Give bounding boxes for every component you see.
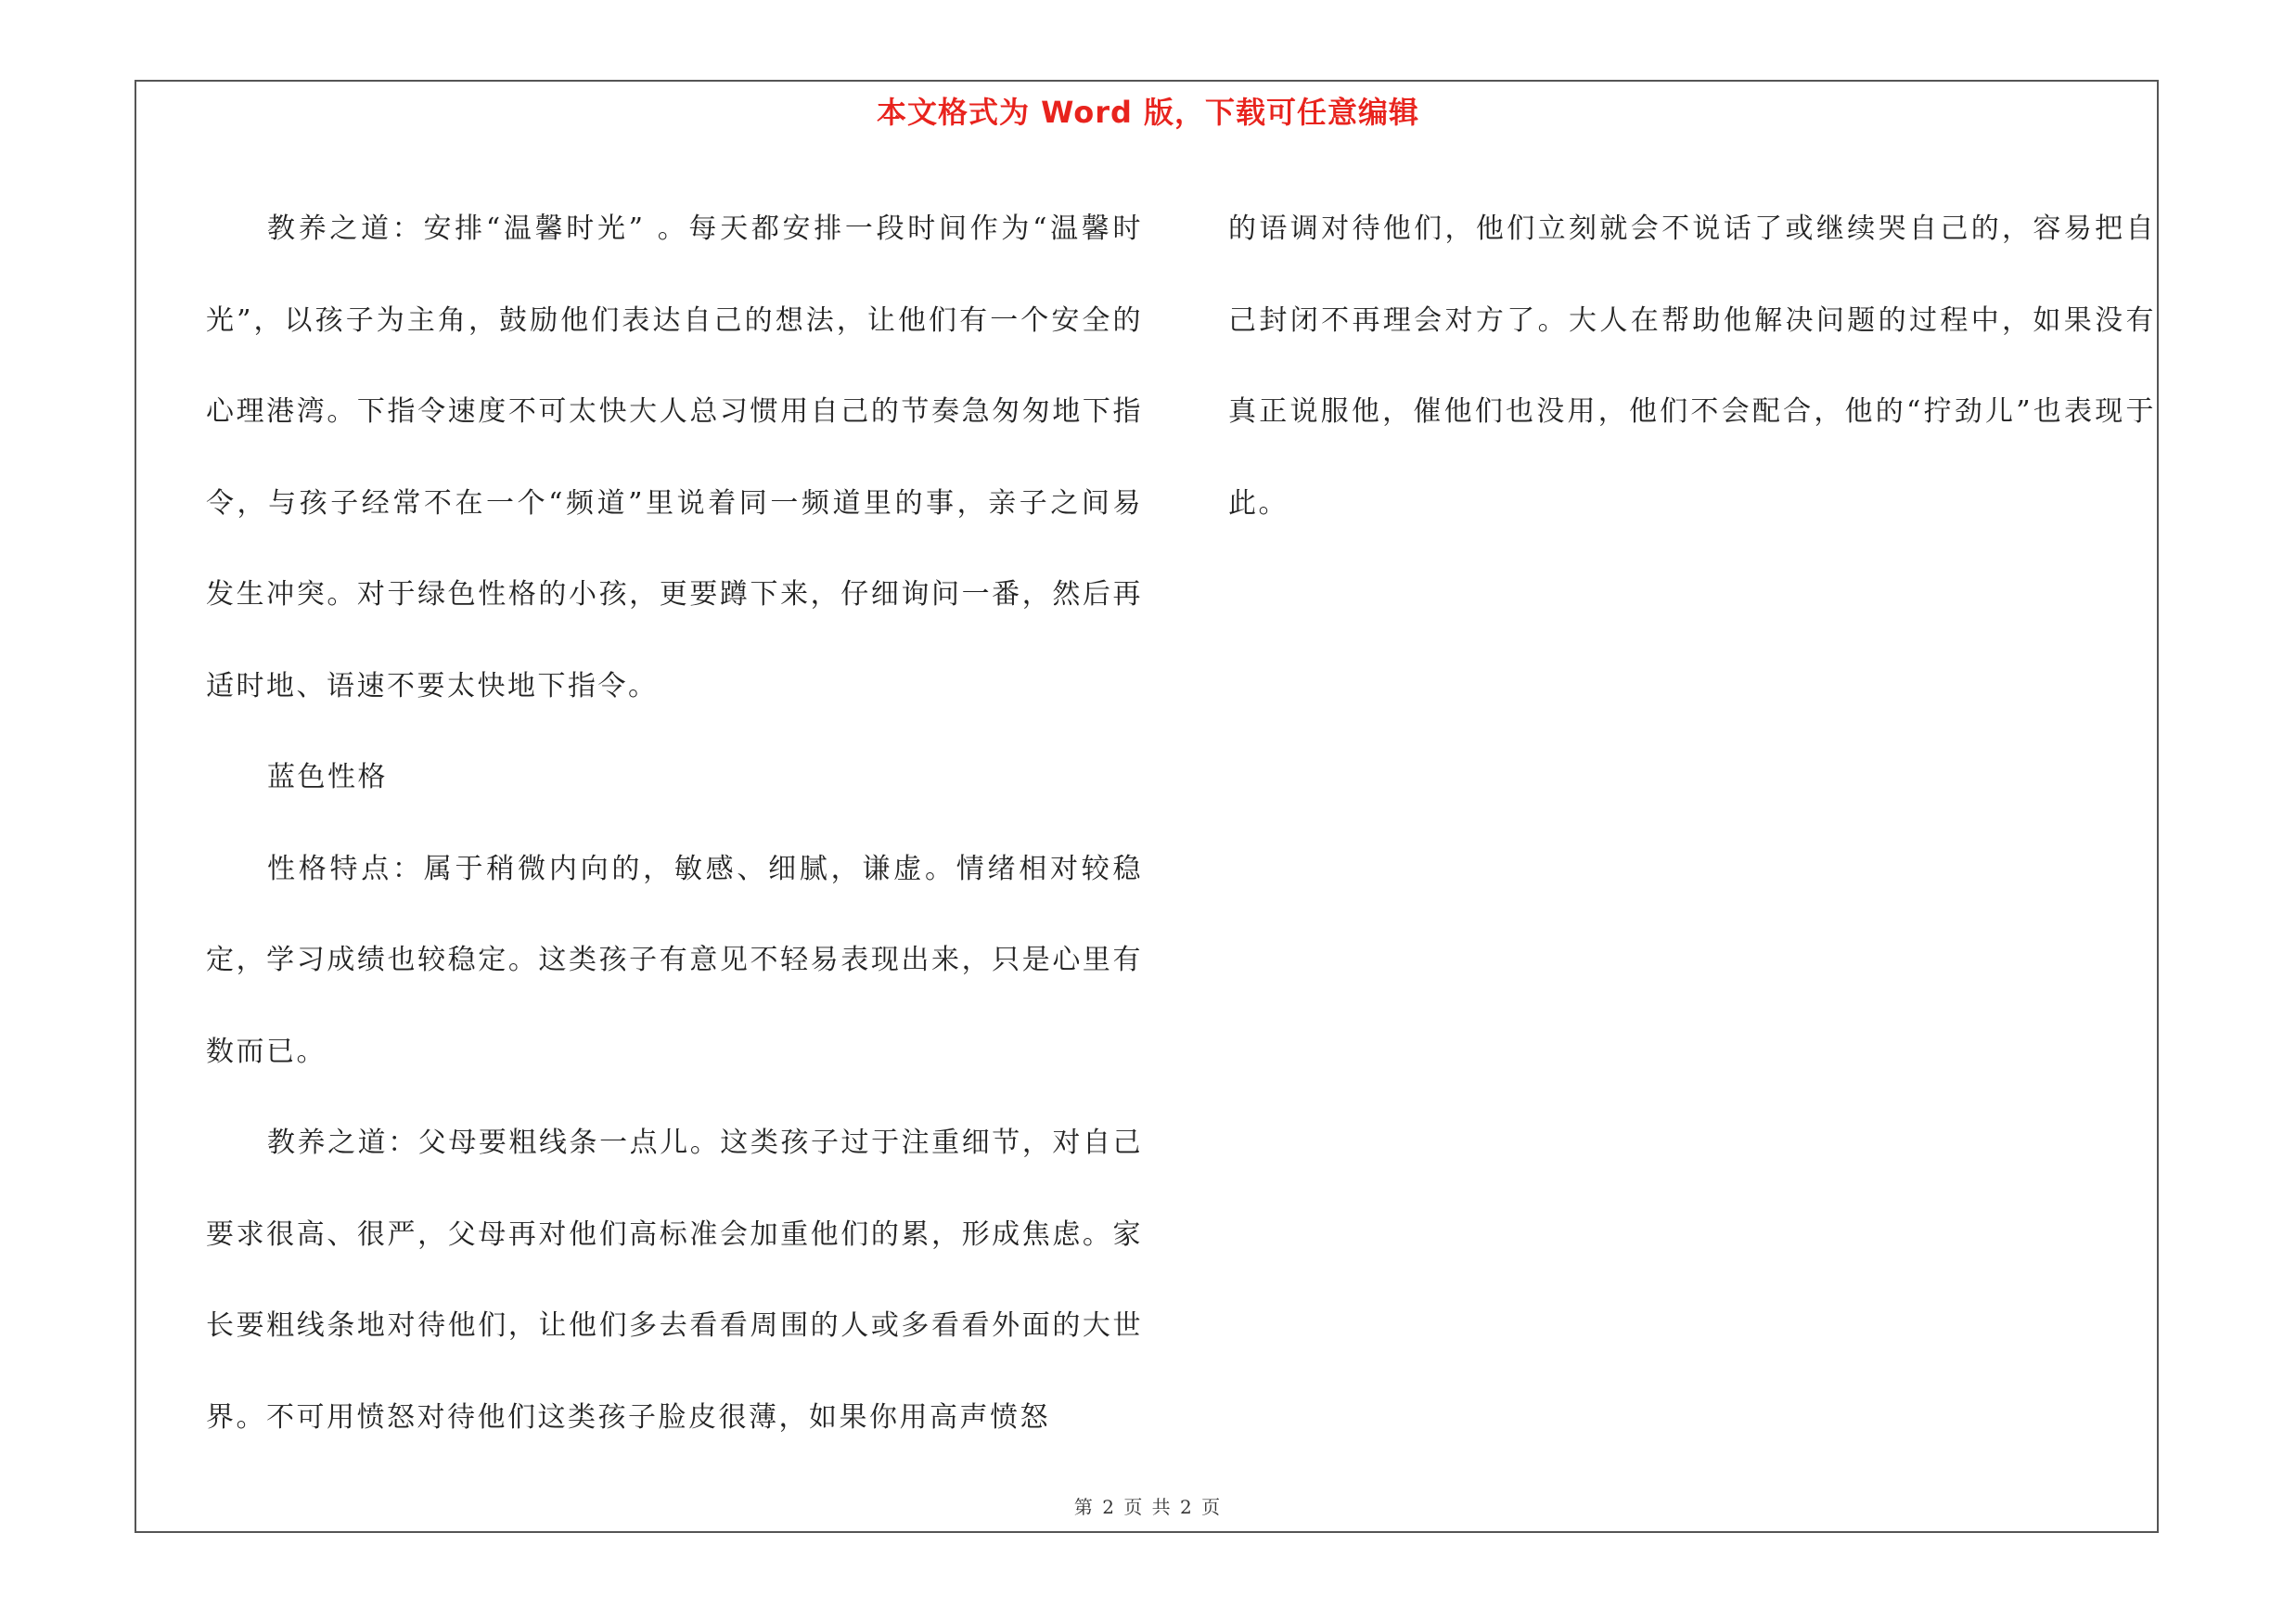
page-indicator: 第 2 页 共 2 页 xyxy=(1073,1496,1223,1518)
left-column xyxy=(206,184,1143,1463)
paragraph-nurture-warm-time: 教养之道：安排“温馨时光” 。每天都安排一段时间作为“温馨时光”，以孩子为主角，鼓励他们表达自己的想法，让他们有一个安全的心理港湾。下指令速度不可太快大人总习惯用自己的节奏急匆匆地下指令，与孩子经常不在一个“频道”里说着同一频道里的事，亲子之间易发生冲突。对于绿色性格的小孩，更要蹲下来，仔细询问一番，然后再适时地、语速不要太快地下指令。 xyxy=(206,213,1143,702)
paragraph-blue-nurture: 教养之道：父母要粗线条一点儿。这类孩子过于注重细节，对自己要求很高、很严，父母再对他们高标准会加重他们的累，形成焦虑。家长要粗线条地对待他们，让他们多去看看周围的人或多看看外面的大世界。不可用愤怒对待他们这类孩子脸皮很薄，如果你用高声愤怒 xyxy=(206,1127,1143,1434)
right-column xyxy=(1228,184,2156,549)
paragraph-blue-traits: 性格特点：属于稍微内向的，敏感、细腻，谦虚。情绪相对较稳定，学习成绩也较稳定。这类孩子有意见不轻易表现出来，只是心里有数而已。 xyxy=(206,852,1143,1068)
paragraph-continuation: 的语调对待他们，他们立刻就会不说话了或继续哭自己的，容易把自己封闭不再理会对方了。大人在帮助他解决问题的过程中，如果没有真正说服他，催他们也没用，他们不会配合，他的“拧劲儿”也表现于此。 xyxy=(1228,213,2156,520)
heading-blue-personality: 蓝色性格 xyxy=(267,761,388,793)
header-banner: 本文格式为 Word 版，下载可任意编辑 xyxy=(876,95,1420,130)
